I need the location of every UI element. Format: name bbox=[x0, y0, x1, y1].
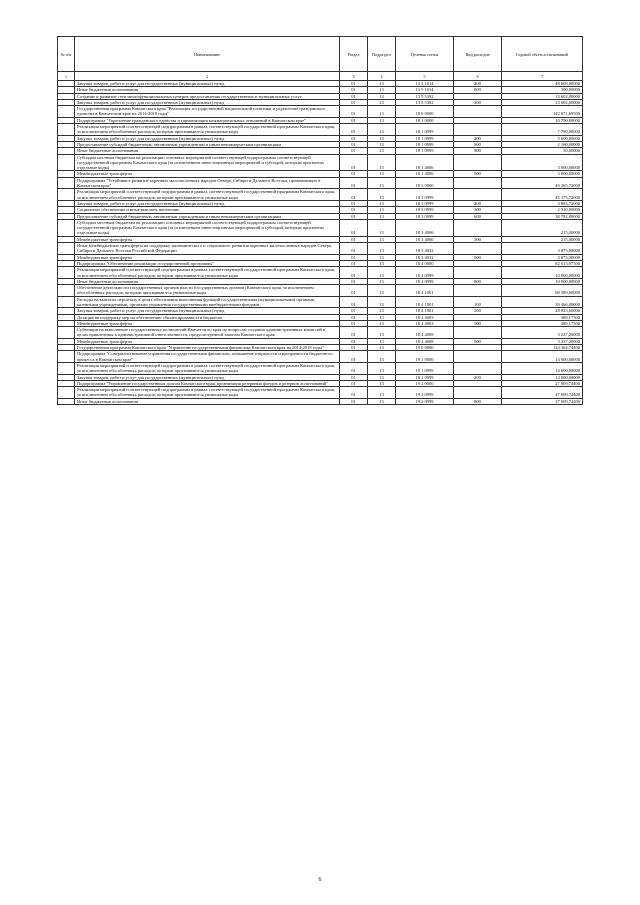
table-row bbox=[58, 267, 583, 279]
cell-section: 01 bbox=[340, 200, 368, 206]
cell-name: Закупка товаров, работ и услуг для государственных (муниципальных) нужд bbox=[75, 99, 340, 105]
column-number: 7 bbox=[502, 72, 583, 81]
header-section: Раздел bbox=[340, 37, 368, 72]
cell-target-article: 18 4 1001 bbox=[396, 296, 454, 308]
cell-section: 01 bbox=[340, 93, 368, 99]
cell-number bbox=[58, 285, 75, 297]
cell-expense-type bbox=[454, 106, 502, 118]
cell-subsection: 13 bbox=[368, 380, 396, 386]
cell-section: 01 bbox=[340, 148, 368, 154]
cell-amount: 3 883,72000 bbox=[502, 200, 583, 206]
cell-number bbox=[58, 267, 75, 279]
cell-target-article: 13 5 1014 bbox=[396, 87, 454, 93]
cell-name: Подпрограмма "Обеспечение реализации государственной программы" bbox=[75, 260, 340, 266]
cell-section: 01 bbox=[340, 380, 368, 386]
cell-target-article: 18 3 0999 bbox=[396, 200, 454, 206]
cell-number bbox=[58, 327, 75, 339]
cell-subsection: 13 bbox=[368, 398, 396, 404]
cell-subsection: 13 bbox=[368, 285, 396, 297]
cell-number bbox=[58, 296, 75, 308]
cell-section: 01 bbox=[340, 81, 368, 87]
cell-subsection: 13 bbox=[368, 260, 396, 266]
cell-subsection: 13 bbox=[368, 314, 396, 320]
cell-amount: 38 782,00000 bbox=[502, 213, 583, 219]
cell-expense-type: 800 bbox=[454, 398, 502, 404]
cell-subsection: 13 bbox=[368, 327, 396, 339]
cell-subsection: 13 bbox=[368, 351, 396, 363]
cell-name: Подпрограмма "Совершенствование управления государственными финансами, повышение открытости и прозрачности бюджетного процесса в Камчатском крае" bbox=[75, 351, 340, 363]
cell-subsection: 13 bbox=[368, 154, 396, 171]
cell-amount: 39 466,00000 bbox=[502, 296, 583, 308]
cell-amount: 13 602,00000 bbox=[502, 93, 583, 99]
cell-number bbox=[58, 154, 75, 171]
cell-expense-type bbox=[454, 124, 502, 136]
cell-target-article: 18 4 0000 bbox=[396, 260, 454, 266]
column-number: 2 bbox=[75, 72, 340, 81]
cell-subsection: 13 bbox=[368, 135, 396, 141]
cell-section: 01 bbox=[340, 362, 368, 374]
cell-subsection: 13 bbox=[368, 243, 396, 255]
cell-name: Межбюджетные трансферты bbox=[75, 171, 340, 177]
cell-name: Государственная программа Камчатского края "Реализация государственной национальной политики и укрепление гражданского единства в Камчатском крае на 2014-2018 годы" bbox=[75, 106, 340, 118]
cell-section: 01 bbox=[340, 106, 368, 118]
cell-amount: 49 265,72000 bbox=[502, 177, 583, 189]
cell-expense-type bbox=[454, 285, 502, 297]
cell-subsection: 13 bbox=[368, 254, 396, 260]
cell-number bbox=[58, 106, 75, 118]
cell-expense-type bbox=[454, 243, 502, 255]
cell-expense-type bbox=[454, 362, 502, 374]
cell-name: Межбюджетные трансферты bbox=[75, 254, 340, 260]
cell-subsection: 13 bbox=[368, 87, 396, 93]
cell-expense-type: 200 bbox=[454, 99, 502, 105]
header-number: № п/п bbox=[58, 37, 75, 72]
cell-expense-type: 500 bbox=[454, 171, 502, 177]
table-row bbox=[58, 327, 583, 339]
table-row bbox=[58, 285, 583, 297]
table-row bbox=[58, 387, 583, 399]
cell-amount: 3 000,00000 bbox=[502, 154, 583, 171]
cell-target-article: 18 1 4006 bbox=[396, 171, 454, 177]
cell-section: 01 bbox=[340, 387, 368, 399]
cell-target-article: 18 0 0000 bbox=[396, 106, 454, 118]
table-row bbox=[58, 398, 583, 404]
cell-subsection: 13 bbox=[368, 171, 396, 177]
cell-number bbox=[58, 124, 75, 136]
cell-section: 01 bbox=[340, 124, 368, 136]
cell-name: Дотации на поддержку мер по обеспечению сбалансированности бюджетов bbox=[75, 314, 340, 320]
cell-section: 01 bbox=[340, 213, 368, 219]
cell-subsection: 13 bbox=[368, 81, 396, 87]
cell-amount: 68 389,60000 bbox=[502, 285, 583, 297]
cell-name: Закупка товаров, работ и услуг для государственных (муниципальных) нужд bbox=[75, 81, 340, 87]
cell-expense-type: 600 bbox=[454, 213, 502, 219]
cell-amount: 215,00000 bbox=[502, 236, 583, 242]
cell-amount: 10 000,00000 bbox=[502, 278, 583, 284]
cell-subsection: 13 bbox=[368, 374, 396, 380]
cell-amount: 142 071,69500 bbox=[502, 106, 583, 118]
cell-number bbox=[58, 362, 75, 374]
cell-name: Создание и развитие сети многофункциональных центров предоставления государственных и муниципальных услуг bbox=[75, 93, 340, 99]
table-row bbox=[58, 106, 583, 118]
table-row bbox=[58, 124, 583, 136]
header-name: Наименование bbox=[75, 37, 340, 72]
cell-amount: 389,17500 bbox=[502, 314, 583, 320]
cell-subsection: 13 bbox=[368, 362, 396, 374]
cell-expense-type: 200 bbox=[454, 81, 502, 87]
cell-name: Межбюджетные трансферты bbox=[75, 320, 340, 326]
table-row bbox=[58, 177, 583, 189]
cell-amount: 124 364,74400 bbox=[502, 345, 583, 351]
table-body bbox=[58, 81, 583, 405]
column-number: 6 bbox=[454, 72, 502, 81]
cell-target-article: 13 5 1014 bbox=[396, 81, 454, 87]
table-row bbox=[58, 243, 583, 255]
cell-target-article: 18 4 1001 bbox=[396, 285, 454, 297]
cell-section: 01 bbox=[340, 99, 368, 105]
cell-name: Иные бюджетные ассигнования bbox=[75, 87, 340, 93]
cell-expense-type: 500 bbox=[454, 320, 502, 326]
cell-expense-type bbox=[454, 267, 502, 279]
cell-section: 01 bbox=[340, 327, 368, 339]
cell-amount: 3 237,20000 bbox=[502, 327, 583, 339]
cell-expense-type: 200 bbox=[454, 308, 502, 314]
cell-expense-type: 500 bbox=[454, 254, 502, 260]
table-row bbox=[58, 296, 583, 308]
cell-target-article: 19 2 0999 bbox=[396, 398, 454, 404]
cell-amount: 14 000,00000 bbox=[502, 374, 583, 380]
cell-amount: 45 175,72000 bbox=[502, 189, 583, 201]
cell-target-article: 18 4 0999 bbox=[396, 267, 454, 279]
cell-subsection: 13 bbox=[368, 207, 396, 213]
cell-target-article: 18 4 4003 bbox=[396, 320, 454, 326]
cell-subsection: 13 bbox=[368, 267, 396, 279]
cell-amount: 27 009,74400 bbox=[502, 387, 583, 399]
cell-name: Обеспечение деятельности государственных органов власти (государственных органов) Камчатского края, за исключением обособленных расходов, которым присваиваются уникальные коды bbox=[75, 285, 340, 297]
cell-amount: 3 875,00000 bbox=[502, 243, 583, 255]
cell-amount: 13 602,00000 bbox=[502, 99, 583, 105]
cell-subsection: 13 bbox=[368, 141, 396, 147]
table-row bbox=[58, 362, 583, 374]
cell-name: Иные бюджетные ассигнования bbox=[75, 148, 340, 154]
cell-subsection: 13 bbox=[368, 387, 396, 399]
cell-target-article: 19 2 0000 bbox=[396, 380, 454, 386]
cell-subsection: 13 bbox=[368, 99, 396, 105]
page-number: 6 bbox=[318, 877, 322, 883]
cell-section: 01 bbox=[340, 320, 368, 326]
cell-expense-type bbox=[454, 351, 502, 363]
cell-section: 01 bbox=[340, 260, 368, 266]
cell-name: Реализация мероприятий соответствующей подпрограммы в рамках соответствующей государственной программы Камчатского края, за исключением обособленных расходов, которым присваиваются уникальные коды bbox=[75, 267, 340, 279]
cell-name: Социальное обеспечение и иные выплаты населению bbox=[75, 207, 340, 213]
cell-name: Реализация мероприятий соответствующей подпрограммы в рамках соответствующей государственной программы Камчатского края, за исключением обособленных расходов, которым присваиваются уникальные коды bbox=[75, 124, 340, 136]
cell-target-article: 19 1 0000 bbox=[396, 351, 454, 363]
cell-subsection: 13 bbox=[368, 106, 396, 118]
cell-expense-type: 800 bbox=[454, 278, 502, 284]
cell-section: 01 bbox=[340, 254, 368, 260]
cell-target-article: 18 4 4008 bbox=[396, 327, 454, 339]
cell-amount: 300,00000 bbox=[502, 87, 583, 93]
cell-name: Государственная программа Камчатского края "Управление государственными финансами Камчатского края на 2014-2018 годы" bbox=[75, 345, 340, 351]
cell-amount: 14 000,00000 bbox=[502, 351, 583, 363]
cell-section: 01 bbox=[340, 243, 368, 255]
cell-section: 01 bbox=[340, 207, 368, 213]
cell-name: Подпрограмма "Управление государственным долгом Камчатского края, организация резервных фондов и резервов ассигнований" bbox=[75, 380, 340, 386]
cell-section: 01 bbox=[340, 135, 368, 141]
cell-amount: 27 009,74400 bbox=[502, 398, 583, 404]
cell-section: 01 bbox=[340, 314, 368, 320]
cell-target-article: 18 3 0999 bbox=[396, 213, 454, 219]
cell-target-article: 13 5 5392 bbox=[396, 99, 454, 105]
cell-name: Межбюджетные трансферты bbox=[75, 236, 340, 242]
cell-amount: 389,17500 bbox=[502, 320, 583, 326]
cell-expense-type: 800 bbox=[454, 148, 502, 154]
cell-target-article: 18 3 4032 bbox=[396, 243, 454, 255]
cell-subsection: 13 bbox=[368, 93, 396, 99]
cell-amount: 7 790,00000 bbox=[502, 124, 583, 136]
cell-name: Закупка товаров, работ и услуг для государственных (муниципальных) нужд bbox=[75, 374, 340, 380]
header-subsection: Подраздел bbox=[368, 37, 396, 72]
cell-section: 01 bbox=[340, 351, 368, 363]
cell-expense-type bbox=[454, 219, 502, 236]
cell-target-article: 18 3 4032 bbox=[396, 254, 454, 260]
cell-name: Субвенции на выполнение государственных полномочий Камчатского края по вопросам создания административных комиссий в целях привлечения к административной ответственности, предусмотренной законом Камчатского края bbox=[75, 327, 340, 339]
cell-section: 01 bbox=[340, 236, 368, 242]
cell-target-article: 18 1 0999 bbox=[396, 141, 454, 147]
cell-section: 01 bbox=[340, 219, 368, 236]
cell-number bbox=[58, 351, 75, 363]
cell-subsection: 13 bbox=[368, 320, 396, 326]
cell-amount: 48 608,00000 bbox=[502, 81, 583, 87]
cell-name: Межбюджетные трансферты bbox=[75, 338, 340, 344]
cell-expense-type bbox=[454, 154, 502, 171]
cell-target-article: 19 1 0999 bbox=[396, 374, 454, 380]
cell-name: Расходы на выплаты персоналу в целях обеспечения выполнения функций государственными (муниципальными) органами, казенными учреждениями, органами управления государственными внебюджетными фондами bbox=[75, 296, 340, 308]
cell-section: 01 bbox=[340, 177, 368, 189]
cell-amount: 3 000,00000 bbox=[502, 171, 583, 177]
cell-subsection: 13 bbox=[368, 345, 396, 351]
table-row bbox=[58, 219, 583, 236]
header-target-article: Целевая статья bbox=[396, 37, 454, 72]
cell-expense-type bbox=[454, 387, 502, 399]
cell-target-article: 18 1 0999 bbox=[396, 135, 454, 141]
column-number: 5 bbox=[396, 72, 454, 81]
cell-target-article: 18 4 1001 bbox=[396, 308, 454, 314]
table-row bbox=[58, 154, 583, 171]
header-expense-type: Вид расходов bbox=[454, 37, 502, 72]
cell-amount: 10 000,00000 bbox=[502, 267, 583, 279]
cell-name: Подпрограмма "Устойчивое развитие коренных малочисленных народов Севера, Сибири и Дальнего Востока, проживающих в Камчатском крае" bbox=[75, 177, 340, 189]
column-number: 3 bbox=[340, 72, 368, 81]
cell-number bbox=[58, 398, 75, 404]
cell-subsection: 13 bbox=[368, 236, 396, 242]
cell-expense-type bbox=[454, 177, 502, 189]
cell-amount: 2 160,00000 bbox=[502, 141, 583, 147]
cell-section: 01 bbox=[340, 374, 368, 380]
cell-section: 01 bbox=[340, 285, 368, 297]
cell-name: Реализация мероприятий соответствующей подпрограммы в рамках соответствующей государственной программы Камчатского края, за исключением обособленных расходов, которым присваиваются уникальные коды bbox=[75, 189, 340, 201]
budget-table bbox=[57, 36, 583, 405]
cell-subsection: 13 bbox=[368, 338, 396, 344]
cell-name: Реализация мероприятий соответствующей подпрограммы в рамках соответствующей государственной программы Камчатского края, за исключением обособленных расходов, которым присваиваются уникальные коды bbox=[75, 387, 340, 399]
cell-amount: 2 510,00000 bbox=[502, 207, 583, 213]
cell-target-article: 18 1 0999 bbox=[396, 124, 454, 136]
cell-subsection: 13 bbox=[368, 219, 396, 236]
cell-amount: 215,00000 bbox=[502, 219, 583, 236]
cell-target-article: 18 3 4006 bbox=[396, 236, 454, 242]
cell-section: 01 bbox=[340, 296, 368, 308]
cell-amount: 30,00000 bbox=[502, 148, 583, 154]
cell-number bbox=[58, 177, 75, 189]
cell-section: 01 bbox=[340, 345, 368, 351]
cell-section: 01 bbox=[340, 154, 368, 171]
cell-name: Субсидии местным бюджетам на реализацию основных мероприятий соответствующей подпрограммы соответствующей государственной программы Камчатского края (за исключением инвестиционных мероприятий и субсидий, которым присвоены отдельные коды) bbox=[75, 154, 340, 171]
cell-subsection: 13 bbox=[368, 308, 396, 314]
cell-amount: 82 015,97500 bbox=[502, 260, 583, 266]
cell-subsection: 13 bbox=[368, 177, 396, 189]
cell-name: Иные межбюджетные трансферты на поддержку экономического и социального развития коренных малочисленных народов Севера, Сибири и Дальнего Востока Российской Федерации bbox=[75, 243, 340, 255]
cell-expense-type: 500 bbox=[454, 236, 502, 242]
cell-name: Предоставление субсидий бюджетным, автономным учреждениям и иным некоммерческим организациям bbox=[75, 213, 340, 219]
cell-name: Подпрограмма "Укрепление гражданского единства и гармонизация межнациональных отношений в Камчатском крае" bbox=[75, 117, 340, 123]
column-number-row bbox=[58, 72, 583, 81]
table-header-row bbox=[58, 37, 583, 72]
cell-subsection: 13 bbox=[368, 148, 396, 154]
cell-section: 01 bbox=[340, 267, 368, 279]
cell-section: 01 bbox=[340, 141, 368, 147]
cell-expense-type bbox=[454, 327, 502, 339]
cell-section: 01 bbox=[340, 278, 368, 284]
cell-expense-type: 800 bbox=[454, 87, 502, 93]
cell-amount: 28 923,60000 bbox=[502, 308, 583, 314]
cell-amount: 27 009,74400 bbox=[502, 380, 583, 386]
cell-target-article: 18 4 4008 bbox=[396, 338, 454, 344]
cell-subsection: 13 bbox=[368, 213, 396, 219]
cell-subsection: 13 bbox=[368, 278, 396, 284]
cell-name: Иные бюджетные ассигнования bbox=[75, 398, 340, 404]
table-row bbox=[58, 189, 583, 201]
cell-section: 01 bbox=[340, 338, 368, 344]
cell-section: 01 bbox=[340, 398, 368, 404]
cell-target-article: 18 3 0000 bbox=[396, 177, 454, 189]
cell-name: Закупка товаров, работ и услуг для государственных (муниципальных) нужд bbox=[75, 135, 340, 141]
cell-target-article: 18 4 4003 bbox=[396, 314, 454, 320]
cell-section: 01 bbox=[340, 189, 368, 201]
cell-expense-type bbox=[454, 189, 502, 201]
cell-section: 01 bbox=[340, 117, 368, 123]
cell-expense-type: 200 bbox=[454, 135, 502, 141]
cell-expense-type: 300 bbox=[454, 207, 502, 213]
cell-number bbox=[58, 387, 75, 399]
cell-section: 01 bbox=[340, 171, 368, 177]
cell-expense-type: 200 bbox=[454, 374, 502, 380]
cell-target-article: 13 5 5392 bbox=[396, 93, 454, 99]
table-row bbox=[58, 351, 583, 363]
cell-target-article: 18 1 4006 bbox=[396, 154, 454, 171]
cell-target-article: 18 1 0000 bbox=[396, 117, 454, 123]
cell-name: Предоставление субсидий бюджетным, автономным учреждениям и иным некоммерческим организациям bbox=[75, 141, 340, 147]
cell-amount: 14 000,00000 bbox=[502, 362, 583, 374]
cell-target-article: 18 1 0999 bbox=[396, 148, 454, 154]
cell-section: 01 bbox=[340, 308, 368, 314]
column-number: 1 bbox=[58, 72, 75, 81]
cell-name: Закупка товаров, работ и услуг для государственных (муниципальных) нужд bbox=[75, 308, 340, 314]
cell-expense-type: 200 bbox=[454, 200, 502, 206]
cell-target-article: 18 3 4006 bbox=[396, 219, 454, 236]
cell-target-article: 18 4 0999 bbox=[396, 278, 454, 284]
cell-expense-type: 600 bbox=[454, 141, 502, 147]
cell-subsection: 13 bbox=[368, 189, 396, 201]
cell-subsection: 13 bbox=[368, 124, 396, 136]
cell-amount: 5 600,00000 bbox=[502, 135, 583, 141]
cell-expense-type: 500 bbox=[454, 338, 502, 344]
cell-subsection: 13 bbox=[368, 117, 396, 123]
cell-amount: 10 790,00000 bbox=[502, 117, 583, 123]
cell-amount: 3 237,20000 bbox=[502, 338, 583, 344]
header-annual-amount: Годовой объем ассигнований bbox=[502, 37, 583, 72]
column-number: 4 bbox=[368, 72, 396, 81]
cell-section: 01 bbox=[340, 87, 368, 93]
cell-number bbox=[58, 189, 75, 201]
cell-name: Иные бюджетные ассигнования bbox=[75, 278, 340, 284]
cell-target-article: 19 2 0999 bbox=[396, 387, 454, 399]
cell-name: Реализация мероприятий соответствующей подпрограммы в рамках соответствующей государственной программы Камчатского края, за исключением обособленных расходов, которым присваиваются уникальные коды bbox=[75, 362, 340, 374]
cell-number bbox=[58, 243, 75, 255]
cell-expense-type: 100 bbox=[454, 296, 502, 308]
cell-number bbox=[58, 219, 75, 236]
cell-name: Закупка товаров, работ и услуг для государственных (муниципальных) нужд bbox=[75, 200, 340, 206]
cell-target-article: 18 3 0999 bbox=[396, 189, 454, 201]
cell-amount: 3 875,00000 bbox=[502, 254, 583, 260]
cell-target-article: 18 3 0999 bbox=[396, 207, 454, 213]
cell-subsection: 13 bbox=[368, 200, 396, 206]
cell-target-article: 19 0 0000 bbox=[396, 345, 454, 351]
cell-target-article: 19 1 0999 bbox=[396, 362, 454, 374]
cell-subsection: 13 bbox=[368, 296, 396, 308]
cell-name: Субсидии местным бюджетам на реализацию основных мероприятий соответствующей подпрограммы соответствующей государственной программы Камчатского края (за исключением инвестиционных мероприятий и субсидий, которым присвоены отдельные коды) bbox=[75, 219, 340, 236]
